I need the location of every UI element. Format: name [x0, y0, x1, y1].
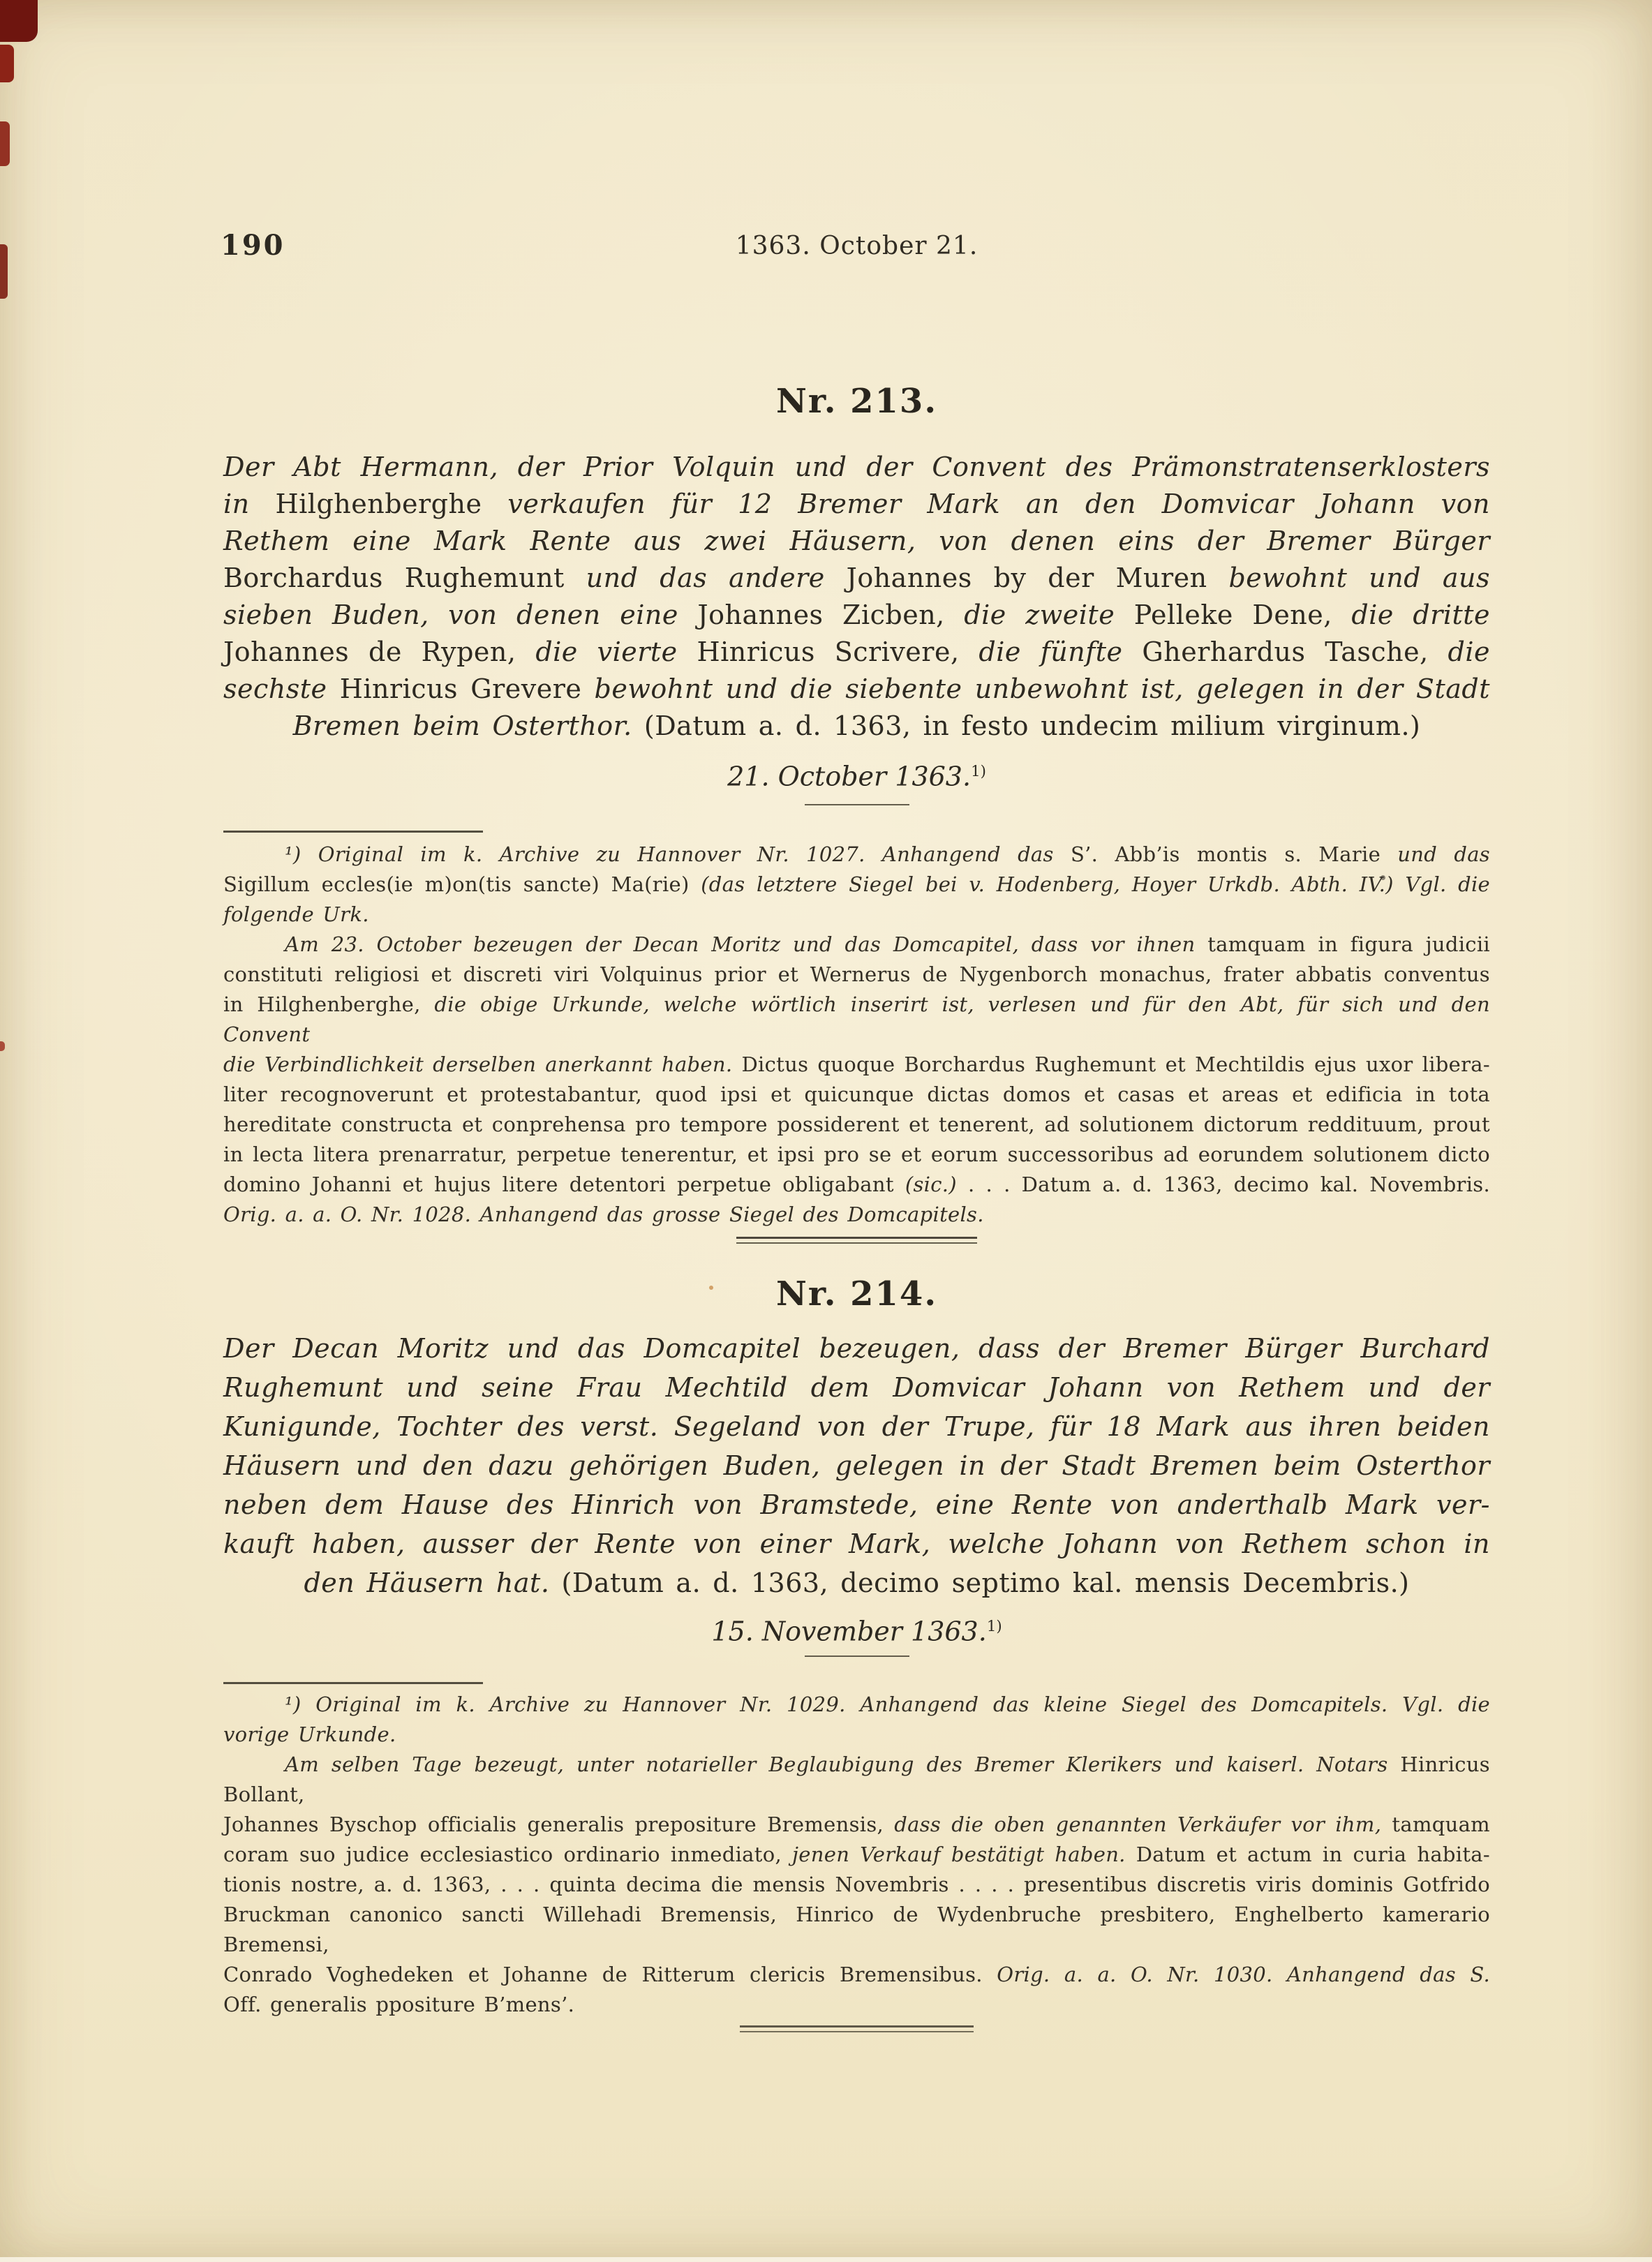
regest-line: [223, 1485, 1490, 1524]
roman-text-run: S’. Abb’is montis s. Marie: [1070, 842, 1381, 866]
regest-line: [223, 560, 1490, 597]
footnote-separator-rule: [223, 1682, 483, 1684]
italic-text-run: Bremen beim Osterthor.: [292, 710, 632, 741]
regest-line: [223, 1368, 1490, 1407]
roman-text-run: constituti religiosi et discreti viri Volquinus prior et Wernerus de Nygenborch monachus, frater abbatis conventus: [223, 962, 1490, 986]
regest-line: [223, 634, 1490, 671]
entry-separator-rule: [740, 2025, 974, 2032]
footnote-line: [223, 1750, 1490, 1810]
italic-text-run: Rughemunt und seine Frau Mechtild dem Domvicar Johann von Rethem und der: [223, 1371, 1490, 1403]
regest-line: [223, 486, 1490, 523]
regest-line: [223, 1446, 1490, 1485]
scan-artifact-mark: [0, 45, 14, 82]
footnote-line: [223, 1810, 1490, 1840]
footnote-line: [223, 1080, 1490, 1110]
entry-heading: Nr. 213.: [775, 382, 938, 421]
regest-line: [223, 597, 1490, 634]
footnote-line: [223, 1960, 1490, 1990]
roman-text-run: Bruckman canonico sancti Willehadi Bremensis, Hinrico de Wydenbruche presbitero, Enghelberto kamerario Bremensi,: [223, 1903, 1490, 1957]
regest-line: [223, 1407, 1490, 1446]
roman-text-run: Johannes Byschop officialis generalis prepositure Bremensis,: [223, 1813, 895, 1837]
footnote-block: [223, 1690, 1490, 2020]
footnote-line: [223, 990, 1490, 1050]
roman-text-run: Johannes by der Muren: [846, 563, 1207, 593]
footnote-line: [223, 960, 1490, 990]
roman-text-run: Hinricus Scrivere,: [697, 637, 960, 667]
roman-text-run: Borchardus Rughemunt: [223, 563, 565, 593]
roman-text-run: in lecta litera prenarratur, perpetue tenerentur, et ipsi pro se et eorum successoribus ad eorundem solutionem dicto: [223, 1142, 1490, 1166]
footnote-line: [223, 1140, 1490, 1170]
roman-text-run: liter recognoverunt et protestabantur, quod ipsi et quicunque dictas domos et casas et areas et edificia in tota: [223, 1082, 1490, 1106]
roman-text-run: Johannes Zicben,: [697, 600, 945, 630]
scan-bottom-edge: [0, 2257, 1652, 2262]
italic-text-run: Rethem eine Mark Rente aus zwei Häusern, von denen eins der Bremer Bürger: [223, 526, 1490, 556]
italic-text-run: die dritte: [1332, 600, 1491, 630]
roman-text-run: Hinricus Grevere: [339, 674, 582, 704]
italic-text-run: Kunigunde, Tochter des verst. Segeland von der Trupe, für 18 Mark aus ihren beiden: [223, 1411, 1490, 1442]
footnote-block: [223, 840, 1490, 1230]
footnote-line: [223, 1900, 1490, 1960]
footnote-line: [223, 900, 1490, 930]
italic-text-run: die obige Urkunde, welche wörtlich inserirt ist, verlesen und für den Abt, für sich und den Convent: [223, 992, 1490, 1046]
footnote-line: [223, 1110, 1490, 1140]
footnote-line: [223, 1170, 1490, 1200]
italic-text-run: bewohnt und die siebente unbewohnt ist, gelegen in der Stadt: [581, 674, 1490, 704]
italic-text-run: ¹) Original im k. Archive zu Hannover Nr. 1029. Anhangend das kleine Siegel des Domcapitels. Vgl. die: [285, 1692, 1490, 1717]
short-rule: [805, 804, 909, 805]
footnote-line: [223, 840, 1490, 870]
italic-text-run: Häusern und den dazu gehörigen Buden, gelegen in der Stadt Bremen beim Osterthor: [223, 1450, 1490, 1481]
italic-text-run: Am selben Tage bezeugt, unter notarieller Beglaubigung des Bremer Klerikers und kaiserl. Notars: [285, 1753, 1401, 1777]
italic-text-run: und das andere: [564, 563, 847, 593]
roman-text-run: tionis nostre, a. d. 1363, . . . quinta decima die mensis Novembris . . . . presentibus discretis viris dominis Gotfrido: [223, 1873, 1490, 1897]
regest-line: [223, 1524, 1490, 1563]
italic-text-run: in: [223, 489, 276, 519]
scan-artifact-mark: [0, 121, 10, 166]
italic-text-run: die: [1428, 637, 1491, 667]
roman-text-run: in Hilghenberghe,: [223, 992, 435, 1016]
charter-entries: [223, 380, 1490, 2032]
footnote-ref: 1): [971, 763, 986, 780]
footnote-separator-rule: [223, 831, 483, 833]
regest-final-line: [223, 1563, 1490, 1602]
italic-text-run: Am 23. October bezeugen der Decan Moritz und das Domcapitel, dass vor ihnen: [285, 932, 1208, 956]
roman-text-run: Gherhardus Tasche,: [1142, 637, 1429, 667]
italic-text-run: die vierte: [516, 637, 697, 667]
italic-text-run: Der Decan Moritz und das Domcapitel bezeugen, dass der Bremer Bürger Burchard: [223, 1332, 1490, 1364]
roman-text-run: Sigillum eccles(ie m)on(tis sancte) Ma(rie): [223, 872, 701, 896]
roman-text-run: Pelleke Dene,: [1133, 600, 1332, 630]
entry-heading: Nr. 214.: [775, 1274, 938, 1314]
italic-text-run: neben dem Hause des Hinrich von Bramstede, eine Rente von anderthalb Mark ver-: [223, 1489, 1490, 1520]
roman-text-run: Johannes de Rypen,: [223, 637, 516, 667]
italic-text-run: kauft haben, ausser der Rente von einer Mark, welche Johann von Rethem schon in: [223, 1528, 1490, 1559]
footnote-ref: 1): [986, 1617, 1002, 1635]
scan-artifact-mark: [0, 0, 38, 42]
footnote-line: [223, 870, 1490, 900]
running-head: 1363. October 21.: [735, 232, 978, 260]
regest-paragraph: [223, 449, 1490, 745]
italic-text-run: jenen Verkauf bestätigt haben.: [792, 1843, 1126, 1867]
italic-text-run: (sic.): [905, 1172, 957, 1196]
italic-text-run: Orig. a. a. O. Nr. 1028. Anhangend das grosse Siegel des Domcapitels.: [223, 1202, 984, 1226]
roman-text-run: . . . Datum a. d. 1363, decimo kal. Novembris.: [956, 1172, 1490, 1196]
scan-artifact-mark: [0, 1041, 5, 1051]
roman-text-run: tamquam in figura judicii: [1207, 932, 1491, 956]
italic-text-run: vorige Urkunde.: [223, 1722, 396, 1747]
page-number: 190: [221, 229, 285, 262]
entry-separator-rule: [736, 1237, 977, 1244]
italic-text-run: ¹) Original im k. Archive zu Hannover Nr. 1027. Anhangend das: [285, 842, 1071, 866]
footnote-line: [223, 1690, 1490, 1720]
italic-text-run: die fünfte: [959, 637, 1143, 667]
roman-text-run: Datum et actum in curia habita-: [1125, 1843, 1490, 1867]
regest-final-line: [223, 708, 1490, 745]
roman-text-run: (Datum a. d. 1363, in festo undecim milium virginum.): [632, 710, 1421, 741]
italic-text-run: Der Abt Hermann, der Prior Volquin und der Convent des Prämonstratenserklosters: [223, 452, 1490, 482]
italic-text-run: den Häusern hat.: [304, 1567, 550, 1598]
regest-line: [223, 449, 1490, 486]
italic-text-run: die zweite: [944, 600, 1134, 630]
italic-text-run: bewohnt und aus: [1207, 563, 1490, 593]
italic-text-run: Orig. a. a. O. Nr. 1030. Anhangend das S.: [997, 1963, 1491, 1987]
scan-artifact-mark: [0, 244, 8, 299]
footnote-line: [223, 1050, 1490, 1080]
italic-text-run: sieben Buden, von denen eine: [223, 600, 698, 630]
roman-text-run: (Datum a. d. 1363, decimo septimo kal. mensis Decembris.): [549, 1567, 1410, 1598]
roman-text-run: Dictus quoque Borchardus Rughemunt et Mechtildis ejus uxor libera-: [741, 1052, 1490, 1076]
roman-text-run: coram suo judice ecclesiastico ordinario inmediato,: [223, 1843, 793, 1867]
footnote-line: [223, 1840, 1490, 1870]
footnote-line: [223, 1990, 1490, 2020]
regest-line: [223, 1329, 1490, 1368]
roman-text-run: tamquam: [1381, 1813, 1490, 1837]
roman-text-run: Hilghenberghe: [275, 489, 482, 519]
italic-text-run: verkaufen für 12 Bremer Mark an den Domvicar Johann von: [482, 489, 1490, 519]
regest-paragraph: [223, 1329, 1490, 1602]
footnote-line: [223, 1200, 1490, 1230]
date-text: 15. November 1363.: [711, 1616, 987, 1647]
roman-text-run: Hinricus Bollant,: [223, 1753, 1490, 1807]
roman-text-run: domino Johanni et hujus litere detentori perpetue obligabant: [223, 1172, 905, 1196]
date-text: 21. October 1363.: [727, 761, 972, 792]
date-line: [223, 754, 1490, 794]
regest-line: [223, 523, 1490, 560]
italic-text-run: (das letztere Siegel bei v. Hodenberg, Hoyer Urkdb. Abth. IV.) Vgl. die: [701, 872, 1491, 896]
italic-text-run: folgende Urk.: [223, 902, 369, 926]
footnote-line: [223, 930, 1490, 960]
date-line: [223, 1609, 1490, 1649]
roman-text-run: Conrado Voghedeken et Johanne de Ritterum clericis Bremensibus.: [223, 1963, 997, 1987]
roman-text-run: hereditate constructa et conprehensa pro tempore possiderent et tenerent, ad solutionem dictorum reddituum, prout: [223, 1112, 1490, 1136]
short-rule: [805, 1655, 909, 1657]
footnote-line: [223, 1870, 1490, 1900]
footnote-line: [223, 1720, 1490, 1750]
italic-text-run: die Verbindlichkeit derselben anerkannt haben.: [223, 1052, 742, 1076]
regest-line: [223, 671, 1490, 708]
italic-text-run: sechste: [223, 674, 340, 704]
italic-text-run: und das: [1381, 842, 1490, 866]
italic-text-run: dass die oben genannten Verkäufer vor ihm,: [894, 1813, 1382, 1837]
roman-text-run: Off. generalis ppositure B’mens’.: [223, 1993, 575, 2017]
